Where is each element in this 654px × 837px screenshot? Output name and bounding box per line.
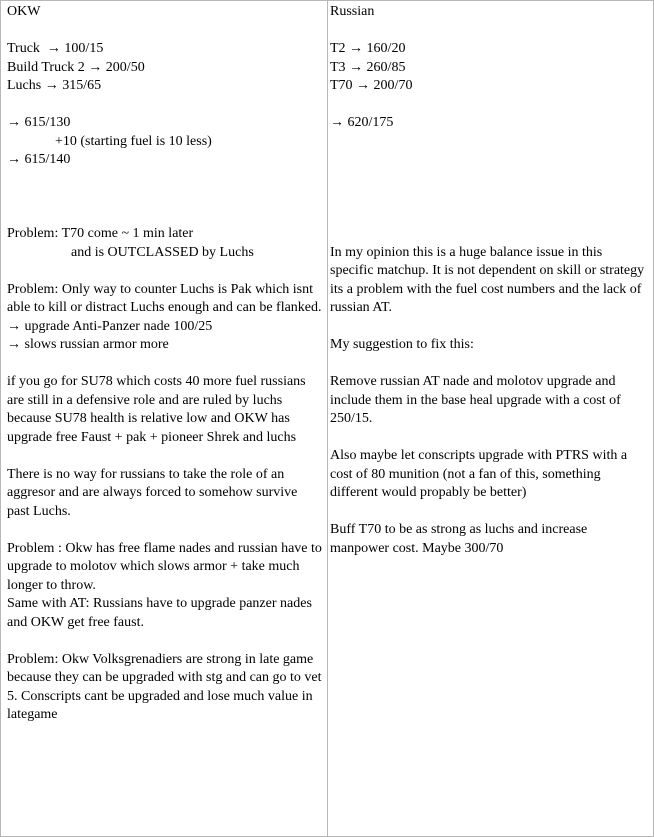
spacer xyxy=(7,632,323,651)
spacer xyxy=(7,521,323,540)
russian-total: → 620/175 xyxy=(330,115,394,130)
spacer xyxy=(7,447,323,466)
problem-at-nades: Same with AT: Russians have to upgrade panzer nades and OKW get free faust. xyxy=(7,596,316,630)
paragraph-opinion: In my opinion this is a huge balance issue in this specific matchup. It is not dependent on skill or strategy its a problem with the fuel cost numbers and the lack of russian AT. xyxy=(330,244,648,315)
russian-unit-cost: T2 → 160/20 xyxy=(330,41,406,56)
problem-flame-nades: Problem : Okw has free flame nades and russian have to upgrade to molotov which slows armor + take much longer to throw. xyxy=(7,540,326,593)
spacer xyxy=(7,262,323,281)
spacer xyxy=(330,318,649,337)
spacer xyxy=(330,429,649,448)
problem-pak-fix-upgrade: → upgrade Anti-Panzer nade 100/25 xyxy=(7,318,213,334)
russian-heading: Russian xyxy=(330,4,375,19)
spacer xyxy=(7,96,323,115)
okw-total-initial: → 615/130 xyxy=(7,115,71,130)
problem-t70-timing: Problem: T70 come ~ 1 min later xyxy=(7,226,194,241)
spacer xyxy=(330,355,649,374)
spacer xyxy=(7,22,323,41)
russian-column xyxy=(328,1,653,836)
spacer xyxy=(330,22,649,41)
spacer xyxy=(330,133,649,244)
spacer xyxy=(330,503,649,522)
okw-unit-cost: Build Truck 2 → 200/50 xyxy=(7,59,145,75)
problem-volksgrenadiers: Problem: Okw Volksgrenadiers are strong in late game because they can be upgraded with stg and can go to vet 5. Conscripts cant be upgraded and lose much value in lategame xyxy=(7,651,326,722)
suggestion-nade-upgrade: Remove russian AT nade and molotov upgrade and include them in the base heal upgrade with a cost of 250/15. xyxy=(330,374,625,426)
problem-pak-counter: Problem: Only way to counter Luchs is Pak which isnt able to kill or distract Luchs enough and can be flanked. xyxy=(7,281,322,315)
spacer xyxy=(330,96,649,115)
okw-fuel-note: +10 (starting fuel is 10 less) xyxy=(55,133,212,149)
spacer xyxy=(7,355,323,374)
okw-unit-cost: Truck → 100/15 xyxy=(7,41,104,56)
suggestion-intro: My suggestion to fix this: xyxy=(330,337,474,352)
russian-unit-cost: T70 → 200/70 xyxy=(330,78,413,93)
suggestion-t70-buff: Buff T70 to be as strong as luchs and increase manpower cost. Maybe 300/70 xyxy=(330,522,591,556)
okw-column xyxy=(1,1,328,836)
russian-unit-cost: T3 → 260/85 xyxy=(330,59,406,75)
problem-t70-outclassed: and is OUTCLASSED by Luchs xyxy=(71,244,254,260)
okw-unit-cost: Luchs → 315/65 xyxy=(7,78,102,93)
paragraph-su78: if you go for SU78 which costs 40 more fuel russians are still in a defensive role and are ruled by luchs because SU78 health is relative low and OKW has upgrade free Faust + pak + pioneer Shrek and luchs xyxy=(7,374,310,445)
problem-pak-fix-slow: → slows russian armor more xyxy=(7,337,169,352)
okw-heading: OKW xyxy=(7,4,41,19)
spacer xyxy=(7,170,323,226)
paragraph-aggressor: There is no way for russians to take the role of an aggresor and are always forced to somehow survive past Luchs. xyxy=(7,466,301,519)
suggestion-ptrs: Also maybe let conscripts upgrade with PTRS with a cost of 80 munition (not a fan of this, something different would propably be better) xyxy=(330,448,631,500)
okw-total-adjusted: → 615/140 xyxy=(7,152,71,167)
